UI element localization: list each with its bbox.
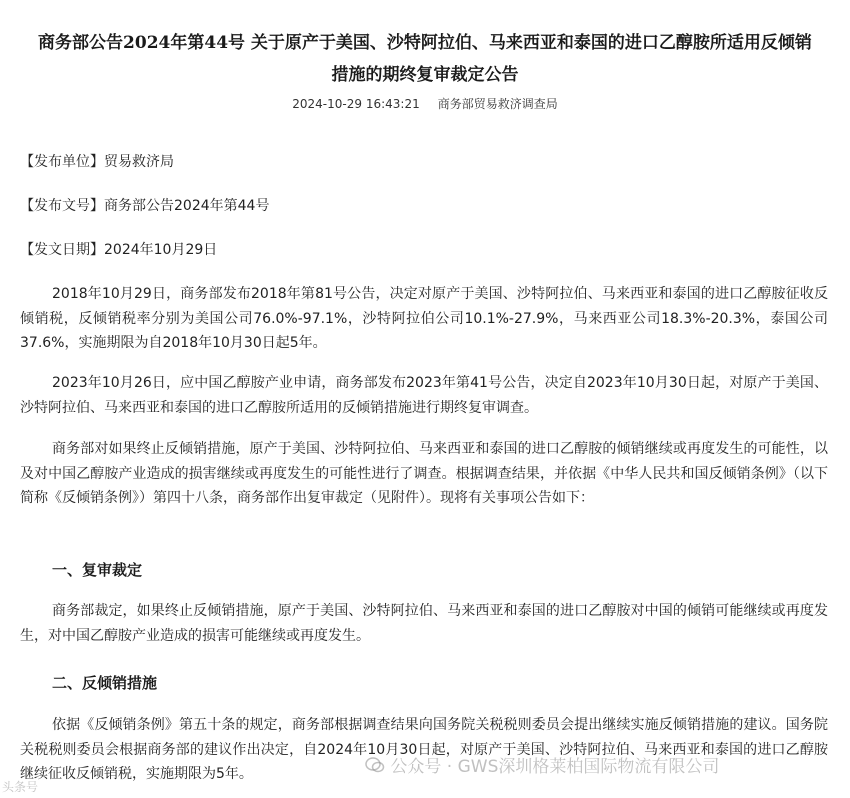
page-title-line-1: 商务部公告2024年第44号 关于原产于美国、沙特阿拉伯、马来西亚和泰国的进口乙醇胺所适用反倾销: [38, 33, 812, 53]
paragraph: 2023年10月26日，应中国乙醇胺产业申请，商务部发布2023年第41号公告，决定自2023年10月30日起，对原产于美国、沙特阿拉伯、马来西亚和泰国的进口乙醇胺所适用的反倾销措施进行期终复审调查。: [20, 375, 828, 416]
paragraph: 商务部对如果终止反倾销措施，原产于美国、沙特阿拉伯、马来西亚和泰国的进口乙醇胺的倾销继续或再度发生的可能性，以及对中国乙醇胺产业造成的损害继续或再度发生的可能性进行了调查。根据调查结果，并依据《中华人民共和国反倾销条例》（以下简称《反倾销条例》）第四十八条，商务部作出复审裁定（见附件）。现将有关事项公告如下：: [20, 441, 828, 506]
field-value: 商务部公告2024年第44号: [104, 198, 270, 214]
field-label: 【发文日期】: [20, 242, 104, 258]
section-heading: 一、复审裁定: [52, 561, 143, 579]
field-value: 2024年10月29日: [104, 242, 218, 258]
publish-department: 商务部贸易救济调查局: [437, 97, 558, 111]
field-document-number: [20, 196, 269, 216]
section-heading: 二、反倾销措施: [52, 674, 158, 692]
field-label: 【发布单位】: [20, 154, 104, 170]
watermark-text: 公众号 · GWS深圳格莱柏国际物流有限公司: [390, 757, 720, 777]
watermark-left: [2, 778, 38, 795]
field-value: 贸易救济局: [104, 154, 174, 170]
field-issue-date: [20, 240, 217, 260]
paragraph: 2018年10月29日，商务部发布2018年第81号公告，决定对原产于美国、沙特阿拉伯、马来西亚和泰国的进口乙醇胺征收反倾销税，反倾销税率分别为美国公司76.0%-97.1%，沙特阿拉伯公司10.1%-27.9%，马来西亚公司18.3%-20.3%，泰国公司37.6%，实施期限为自2018年10月30日起5年。: [20, 286, 828, 351]
field-publishing-unit: [20, 152, 174, 172]
publish-datetime: 2024-10-29 16:43:21: [292, 97, 420, 111]
watermark-right: [365, 752, 719, 779]
paragraph: 商务部裁定，如果终止反倾销措施，原产于美国、沙特阿拉伯、马来西亚和泰国的进口乙醇胺对中国的倾销可能继续或再度发生，对中国乙醇胺产业造成的损害可能继续或再度发生。: [20, 603, 828, 644]
wechat-icon: [365, 756, 385, 779]
watermark-text: 头条号: [2, 780, 39, 794]
publish-meta: [0, 95, 850, 112]
page-title-line-2: 措施的期终复审裁定公告: [331, 65, 519, 85]
field-label: 【发布文号】: [20, 198, 104, 214]
paragraph: 依据《反倾销条例》第五十条的规定，商务部根据调查结果向国务院关税税则委员会提出继续实施反倾销措施的建议。国务院关税税则委员会根据商务部的建议作出决定，自2024年10月30日起，对原产于美国、沙特阿拉伯、马来西亚和泰国的进口乙醇胺继续征收反倾销税，实施期限为5年。: [20, 717, 828, 782]
